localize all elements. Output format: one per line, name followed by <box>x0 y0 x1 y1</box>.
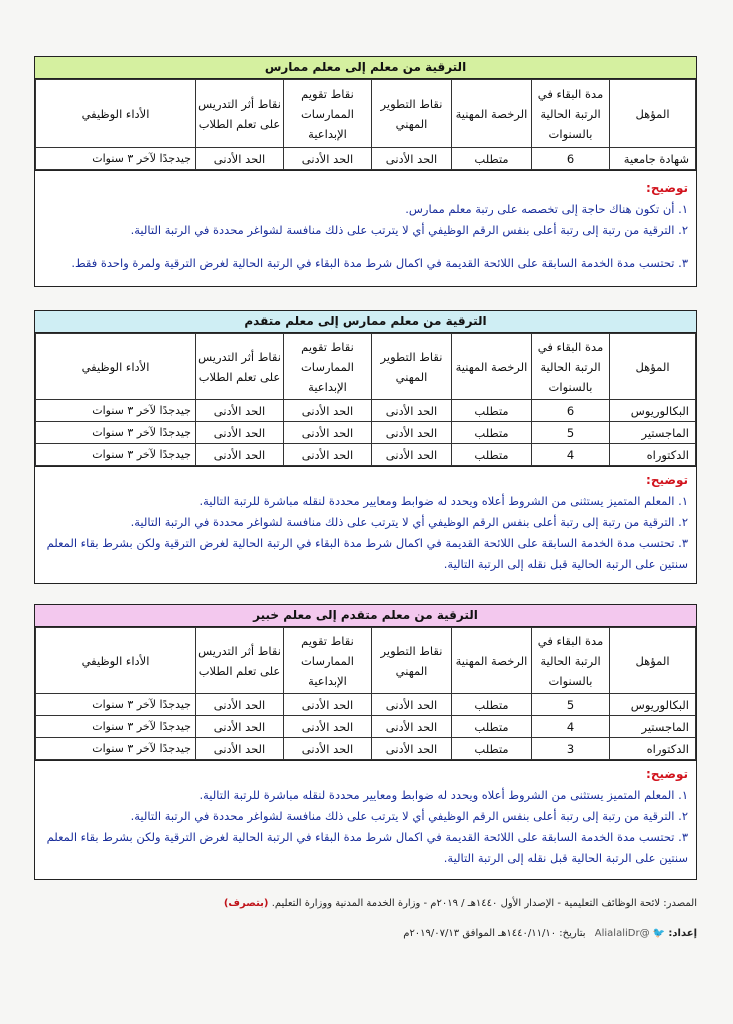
table-cell: جيدجدًا لآخر ٣ سنوات <box>36 738 196 760</box>
table-cell: الماجستير <box>610 716 696 738</box>
table-cell: متطلب <box>452 400 532 422</box>
header-row <box>36 80 696 148</box>
table-cell: الحد الأدنى <box>372 148 452 170</box>
table-cell: الحد الأدنى <box>196 694 284 716</box>
note-item: ٢. الترقية من رتبة إلى رتبة أعلى بنفس الرقم الوظيفي أي لا يترتب على ذلك منافسة لشواغر محددة في الرتبة التالية. <box>130 515 688 529</box>
table-cell: الحد الأدنى <box>372 694 452 716</box>
note-item: ١. أن تكون هناك حاجة إلى تخصصه على رتبة معلم ممارس. <box>405 202 688 216</box>
note-item: ٣. تحتسب مدة الخدمة السابقة على اللائحة القديمة في اكمال شرط مدة البقاء في الرتبة الحالية لغرض الترقية ولكن بشرط بقاء المعلم سنتين على الرتبة الحالية قبل نقله إلى الرتبة التالية. <box>46 830 688 865</box>
note-item: ٢. الترقية من رتبة إلى رتبة أعلى بنفس الرقم الوظيفي أي لا يترتب على ذلك منافسة لشواغر محددة في الرتبة التالية. <box>130 809 688 823</box>
note-item: ٣. تحتسب مدة الخدمة السابقة على اللائحة القديمة في اكمال شرط مدة البقاء في الرتبة الحالية لغرض الترقية ولمرة واحدة فقط. <box>71 256 688 270</box>
table-cell: الحد الأدنى <box>372 444 452 466</box>
header-cell: نقاط التطوير المهني <box>372 334 452 400</box>
note-item: ٣. تحتسب مدة الخدمة السابقة على اللائحة القديمة في اكمال شرط مدة البقاء في الرتبة الحالية لغرض الترقية ولكن بشرط بقاء المعلم سنتين على الرتبة الحالية قبل نقله إلى الرتبة التالية. <box>46 536 688 571</box>
table-row <box>36 444 696 466</box>
author-handle: @AlialaliDr <box>594 928 650 939</box>
notes-title: توضيح: <box>646 473 688 487</box>
header-cell: نقاط التطوير المهني <box>372 80 452 148</box>
table-cell: 6 <box>532 400 610 422</box>
requirements-table <box>35 333 696 466</box>
notes-title: توضيح: <box>646 181 688 195</box>
section-3 <box>34 604 697 880</box>
header-cell: الأداء الوظيفي <box>36 80 196 148</box>
table-cell: الحد الأدنى <box>284 694 372 716</box>
table-cell: الحد الأدنى <box>372 716 452 738</box>
header-cell: الأداء الوظيفي <box>36 334 196 400</box>
table-cell: الحد الأدنى <box>372 738 452 760</box>
table-cell: البكالوريوس <box>610 400 696 422</box>
twitter-icon: 🐦 <box>652 928 666 939</box>
table-cell: الحد الأدنى <box>284 444 372 466</box>
table-row <box>36 148 696 170</box>
table-cell: جيدجدًا لآخر ٣ سنوات <box>36 400 196 422</box>
table-cell: 4 <box>532 444 610 466</box>
source-text: المصدر: لائحة الوظائف التعليمية - الإصدار الأول ١٤٤٠هـ / ٢٠١٩م - وزارة الخدمة المدنية ووزارة التعليم. <box>271 898 697 909</box>
table-cell: 3 <box>532 738 610 760</box>
table-row <box>36 716 696 738</box>
date-text: بتاريخ: ١٤٤٠/١١/١٠هـ الموافق ٢٠١٩/٠٧/١٣م <box>403 928 586 939</box>
note-item: ١. المعلم المتميز يستثنى من الشروط أعلاه ويحدد له ضوابط ومعايير محددة لنقله مباشرة للرتبة التالية. <box>199 788 688 802</box>
header-cell: المؤهل <box>610 80 696 148</box>
table-cell: الدكتوراه <box>610 738 696 760</box>
table-cell: الحد الأدنى <box>372 422 452 444</box>
table-cell: الحد الأدنى <box>196 716 284 738</box>
table-cell: الحد الأدنى <box>196 400 284 422</box>
source-line <box>224 898 697 909</box>
table-cell: متطلب <box>452 422 532 444</box>
table-cell: جيدجدًا لآخر ٣ سنوات <box>36 694 196 716</box>
section-title: الترقية من معلم متقدم إلى معلم خبير <box>35 605 696 627</box>
header-row <box>36 334 696 400</box>
header-cell: الأداء الوظيفي <box>36 628 196 694</box>
table-cell: متطلب <box>452 716 532 738</box>
header-cell: نقاط تقويم الممارسات الإبداعية <box>284 334 372 400</box>
table-cell: متطلب <box>452 694 532 716</box>
note-item: ١. المعلم المتميز يستثنى من الشروط أعلاه ويحدد له ضوابط ومعايير محددة لنقله مباشرة للرتبة التالية. <box>199 494 688 508</box>
table-cell: الحد الأدنى <box>284 738 372 760</box>
header-cell: نقاط تقويم الممارسات الإبداعية <box>284 80 372 148</box>
table-cell: الحد الأدنى <box>196 444 284 466</box>
header-cell: نقاط أثر التدريس على تعلم الطلاب <box>196 80 284 148</box>
table-cell: الحد الأدنى <box>284 716 372 738</box>
table-cell: جيدجدًا لآخر ٣ سنوات <box>36 422 196 444</box>
table-cell: الحد الأدنى <box>196 148 284 170</box>
section-title: الترقية من معلم إلى معلم ممارس <box>35 57 696 79</box>
table-cell: 5 <box>532 422 610 444</box>
header-cell: مدة البقاء في الرتبة الحالية بالسنوات <box>532 334 610 400</box>
table-row <box>36 694 696 716</box>
table-cell: الحد الأدنى <box>284 148 372 170</box>
table-cell: الحد الأدنى <box>284 400 372 422</box>
section-title: الترقية من معلم ممارس إلى معلم متقدم <box>35 311 696 333</box>
table-row <box>36 738 696 760</box>
table-cell: 6 <box>532 148 610 170</box>
table-cell: الحد الأدنى <box>196 422 284 444</box>
requirements-table <box>35 79 696 170</box>
section-1 <box>34 56 697 287</box>
table-cell: متطلب <box>452 738 532 760</box>
prepared-label: إعداد: <box>668 928 697 939</box>
note-item: ٢. الترقية من رتبة إلى رتبة أعلى بنفس الرقم الوظيفي أي لا يترتب على ذلك منافسة لشواغر محددة في الرتبة التالية. <box>130 223 688 237</box>
source-note: (بتصرف) <box>223 898 269 909</box>
table-cell: الحد الأدنى <box>284 422 372 444</box>
table-cell: الحد الأدنى <box>196 738 284 760</box>
notes-title: توضيح: <box>646 767 688 781</box>
header-row <box>36 628 696 694</box>
header-cell: نقاط أثر التدريس على تعلم الطلاب <box>196 334 284 400</box>
header-cell: المؤهل <box>610 334 696 400</box>
header-cell: مدة البقاء في الرتبة الحالية بالسنوات <box>532 80 610 148</box>
notes-box <box>35 170 696 274</box>
header-cell: الرخصة المهنية <box>452 628 532 694</box>
table-cell: البكالوريوس <box>610 694 696 716</box>
requirements-table <box>35 627 696 760</box>
table-row <box>36 422 696 444</box>
header-cell: نقاط التطوير المهني <box>372 628 452 694</box>
table-cell: الحد الأدنى <box>372 400 452 422</box>
table-cell: الدكتوراه <box>610 444 696 466</box>
notes-box <box>35 760 696 869</box>
header-cell: نقاط أثر التدريس على تعلم الطلاب <box>196 628 284 694</box>
header-cell: نقاط تقويم الممارسات الإبداعية <box>284 628 372 694</box>
table-row <box>36 400 696 422</box>
table-cell: 5 <box>532 694 610 716</box>
table-cell: 4 <box>532 716 610 738</box>
header-cell: الرخصة المهنية <box>452 80 532 148</box>
table-cell: شهادة جامعية <box>610 148 696 170</box>
table-cell: جيدجدًا لآخر ٣ سنوات <box>36 444 196 466</box>
header-cell: الرخصة المهنية <box>452 334 532 400</box>
table-cell: متطلب <box>452 148 532 170</box>
header-cell: مدة البقاء في الرتبة الحالية بالسنوات <box>532 628 610 694</box>
table-cell: الماجستير <box>610 422 696 444</box>
table-cell: جيدجدًا لآخر ٣ سنوات <box>36 148 196 170</box>
header-cell: المؤهل <box>610 628 696 694</box>
credit-line <box>403 928 697 939</box>
notes-box <box>35 466 696 575</box>
table-cell: جيدجدًا لآخر ٣ سنوات <box>36 716 196 738</box>
table-cell: متطلب <box>452 444 532 466</box>
section-2 <box>34 310 697 584</box>
